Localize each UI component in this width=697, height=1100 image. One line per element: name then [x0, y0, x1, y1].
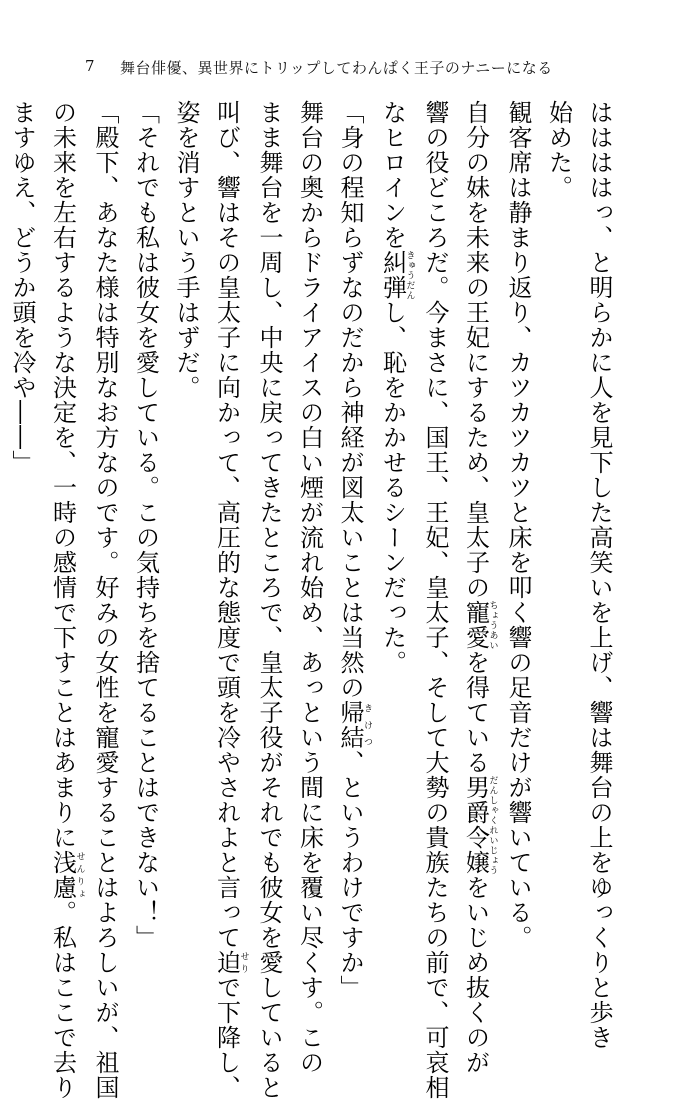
ruby-word [461, 600, 498, 650]
text-segment: 響の役どころだ。今まさに、国王、王妃、皇太子、そして大勢の貴族たちの前で、可哀相 [421, 100, 449, 1100]
ruby-reading: せり [238, 950, 249, 975]
text-segment: 「殿下、あなた様は特別なお方なのです。好みの女性を寵愛することはよろしいが、祖国 [91, 100, 119, 1100]
text-line [42, 100, 85, 1100]
text-line [166, 100, 207, 980]
text-line [455, 100, 498, 1075]
text-line [372, 100, 415, 980]
text-line [85, 100, 126, 1100]
ruby-word [461, 775, 498, 875]
text-segment: し、恥をかかせるシーンだった。 [378, 300, 407, 675]
text-segment: で下降し、 [212, 975, 241, 1100]
text-line [415, 100, 456, 1100]
text-segment: をいじめ抜くのが [461, 875, 490, 1075]
running-title: 舞台俳優、異世界にトリップしてわんぱく王子のナニーになる [120, 59, 553, 77]
ruby-reading: せんりょ [74, 850, 85, 900]
text-segment: を得ている [461, 650, 490, 775]
text-segment: 。私はここで去り [48, 900, 77, 1100]
text-line [2, 100, 43, 980]
text-line [206, 100, 249, 1100]
ruby-word [378, 250, 415, 300]
text-line [289, 100, 330, 1075]
text-segment: 始めた。 [544, 100, 573, 200]
text-line [538, 100, 579, 980]
ruby-word [336, 700, 372, 750]
text-line [0, 100, 2, 980]
ruby-reading: ちょうあい [487, 600, 498, 650]
text-line [579, 100, 620, 1050]
ruby-base: 糾弾 [378, 250, 407, 300]
body-text [8, 100, 619, 1100]
text-line [249, 100, 290, 1100]
ruby-base: 寵愛 [461, 600, 490, 650]
ruby-base: 男爵令嬢 [461, 775, 490, 875]
ruby-reading: きけつ [362, 700, 372, 750]
text-segment: ますゆえ、どうか頭を冷や――」 [8, 100, 36, 475]
text-line [330, 100, 373, 1000]
ruby-word [212, 950, 249, 975]
page-header [0, 54, 697, 78]
text-segment: 「身の程知らずなのだから神経が図太いことは当然の [336, 100, 364, 700]
text-segment: 叫び、響はその皇太子に向かって、高圧的な態度で頭を冷やされよと言って [212, 100, 241, 950]
text-segment: 「それでも私は彼女を愛している。この気持ちを捨てることはできない！」 [131, 100, 160, 950]
text-segment: 舞台の奥からドライアイスの白い煙が流れ始め、あっという間に床を覆い尽くす。この [295, 100, 324, 1075]
text-line [125, 100, 166, 980]
ruby-base: 迫 [212, 950, 241, 975]
text-line [498, 100, 539, 980]
text-segment: 姿を消すという手はずだ。 [172, 100, 200, 400]
ruby-base: 浅慮 [48, 850, 77, 900]
text-segment: の未来を左右するような決定を、一時の感情で下すことはあまりに [48, 100, 77, 850]
ruby-base: 帰結 [336, 700, 364, 750]
text-segment: まま舞台を一周し、中央に戻ってきたところで、皇太子役がそれでも彼女を愛していると [255, 100, 283, 1100]
text-segment: 、というわけですか」 [336, 750, 364, 1000]
text-segment: なヒロインを [378, 100, 407, 250]
text-segment: 観客席は静まり返り、カツカツカツと床を叩く響の足音だけが響いている。 [504, 100, 532, 950]
page-number: 7 [85, 57, 95, 75]
text-segment: ははははっ、と明らかに人を見下した高笑いを上げ、響は舞台の上をゆっくりと歩き [585, 100, 613, 1050]
ruby-reading: だんしゃくれいじょう [487, 775, 498, 875]
ruby-reading: きゅうだん [404, 250, 415, 300]
text-segment: 自分の妹を未来の王妃にするため、皇太子の [461, 100, 490, 600]
ruby-word [48, 850, 85, 900]
